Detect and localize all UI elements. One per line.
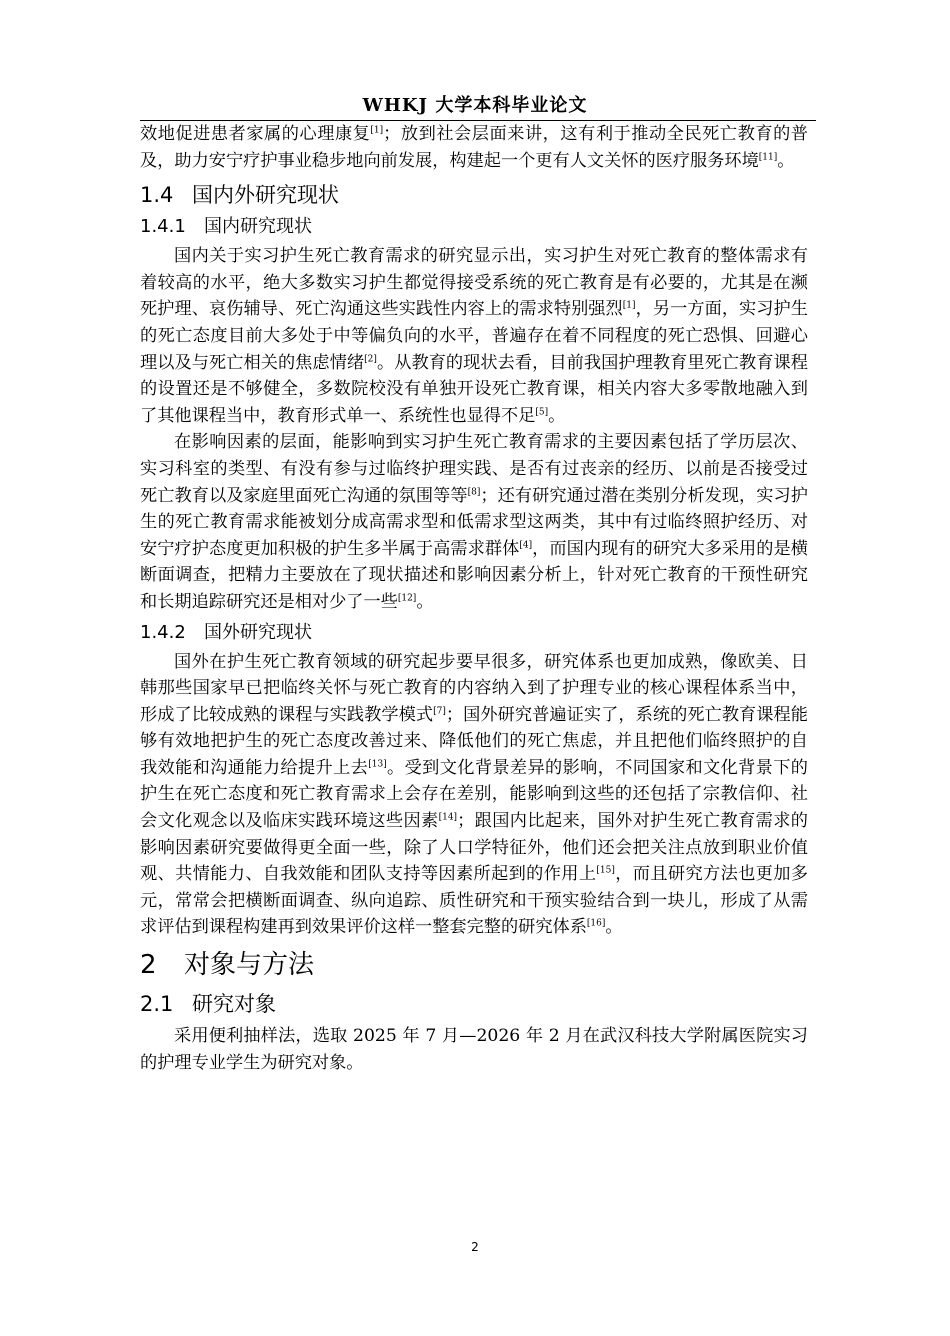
paragraph bbox=[140, 649, 808, 942]
citation: [11] bbox=[758, 151, 778, 162]
paragraph-continued bbox=[140, 121, 808, 174]
paragraph-text: 国内关于实习护生死亡教育需求的研究显示出，实习护生对死亡教育的整体需求有着较高的水平，绝大多数实习护生都觉得接受系统的死亡教育是有必要的，尤其是在濒死护理、哀伤辅导、死亡沟通这些实践性内容上的需求特别强烈 bbox=[140, 246, 808, 320]
chapter-heading-2 bbox=[140, 947, 808, 983]
paragraph-text: ；还有研究通过潜在类别分析发现，实习护生的死亡教育需求能被划分成高需求型和低需求型这两类，其中有过临终照护经历、对安宁疗护态度更加积极的护生多半属于高需求群体 bbox=[140, 485, 808, 559]
citation: [16] bbox=[586, 918, 606, 929]
section-heading-1-4-1 bbox=[140, 214, 808, 240]
citation: [2] bbox=[364, 353, 377, 364]
section-number: 1.4.1 bbox=[140, 216, 186, 238]
citation: [13] bbox=[368, 759, 387, 770]
page-number: 2 bbox=[471, 1240, 479, 1254]
paragraph-text: 国外在护生死亡教育领域的研究起步要早很多，研究体系也更加成熟，像欧美、日韩那些国家早已把临终关怀与死亡教育的内容纳入到了护理专业的核心课程体系当中，形成了比较成熟的课程与实践教学模式 bbox=[140, 651, 808, 725]
paragraph-text: ；国外研究普遍证实了，系统的死亡教育课程能够有效地把护生的死亡态度改善过来、降低他们的死亡焦虑，并且把他们临终照护的自我效能和沟通能力给提升上去 bbox=[140, 704, 808, 778]
paragraph-text: 在影响因素的层面，能影响到实习护生死亡教育需求的主要因素包括了学历层次、实习科室的类型、有没有参与过临终护理实践、是否有过丧亲的经历、以前是否接受过死亡教育以及家庭里面死亡沟通的氛围等等 bbox=[140, 432, 808, 506]
citation: [4] bbox=[519, 539, 533, 550]
citation: [1] bbox=[370, 125, 384, 136]
paragraph-text: 。 bbox=[777, 150, 795, 171]
section-title: 国外研究现状 bbox=[204, 621, 312, 643]
citation: [12] bbox=[397, 593, 417, 604]
citation: [8] bbox=[467, 486, 481, 497]
section-number: 1.4 bbox=[140, 183, 174, 208]
section-title: 对象与方法 bbox=[184, 950, 315, 981]
paragraph-text: 。 bbox=[605, 917, 623, 938]
section-title: 研究对象 bbox=[192, 992, 276, 1017]
paragraph-text: ，而且研究方法也更加多元，常常会把横断面调查、纵向追踪、质性研究和干预实验结合到一块儿，形成了从需求评估到课程构建再到效果评价这样一整套完整的研究体系 bbox=[140, 864, 808, 938]
paragraph-text: ；放到社会层面来讲，这有利于推动全民死亡教育的普及，助力安宁疗护事业稳步地向前发展，构建起一个更有人文关怀的医疗服务环境 bbox=[140, 124, 808, 171]
paragraph-text: ；跟国内比起来，国外对护生死亡教育需求的影响因素研究要做得更全面一些，除了人口学特征外，他们还会把关注点放到职业价值观、共情能力、自我效能和团队支持等因素所起到的作用上 bbox=[140, 811, 808, 885]
section-number: 1.4.2 bbox=[140, 621, 186, 643]
citation: [7] bbox=[433, 705, 446, 716]
paragraph bbox=[140, 429, 808, 615]
paragraph: 采用便利抽样法，选取 2025 年 7 月—2026 年 2 月在武汉科技大学附属医院实习的护理专业学生为研究对象。 bbox=[140, 1026, 808, 1073]
section-number: 2 bbox=[140, 950, 157, 981]
section-number: 2.1 bbox=[140, 992, 174, 1017]
paragraph-text: 。 bbox=[416, 591, 434, 612]
paragraph-text: 。从教育的现状去看，目前我国护理教育里死亡教育课程的设置还是不够健全，多数院校没有单独开设死亡教育课，相关内容大多零散地融入到了其他课程当中，教育形式单一、系统性也显得不足 bbox=[140, 352, 808, 426]
page-content bbox=[140, 121, 808, 1076]
paragraph bbox=[140, 243, 808, 429]
section-heading-1-4 bbox=[140, 180, 808, 210]
section-heading-1-4-2 bbox=[140, 620, 808, 646]
section-title: 国内外研究现状 bbox=[192, 183, 339, 208]
running-header-title: WHKJ 大学本科毕业论文 bbox=[362, 95, 588, 116]
paragraph-text: ，另一方面，实习护生的死亡态度目前大多处于中等偏负向的水平，普遍存在着不同程度的死亡恐惧、回避心理以及与死亡相关的焦虑情绪 bbox=[140, 299, 808, 373]
citation: [14] bbox=[438, 812, 458, 823]
citation: [15] bbox=[596, 865, 615, 876]
paragraph-text: 效地促进患者家属的心理康复 bbox=[140, 124, 371, 144]
citation: [1] bbox=[622, 300, 636, 311]
paragraph-text: ，而国内现有的研究大多采用的是横断面调查，把精力主要放在了现状描述和影响因素分析上，针对死亡教育的干预性研究和长期追踪研究还是相对少了一些 bbox=[140, 538, 808, 612]
paragraph-text: 。受到文化背景差异的影响，不同国家和文化背景下的护生在死亡态度和死亡教育需求上会存在差别，能影响到这些的还包括了宗教信仰、社会文化观念以及临床实践环境这些因素 bbox=[140, 757, 808, 832]
section-title: 国内研究现状 bbox=[204, 216, 312, 238]
citation: [5] bbox=[535, 407, 549, 418]
paragraph-text: 。 bbox=[548, 405, 566, 426]
section-heading-2-1 bbox=[140, 989, 808, 1019]
